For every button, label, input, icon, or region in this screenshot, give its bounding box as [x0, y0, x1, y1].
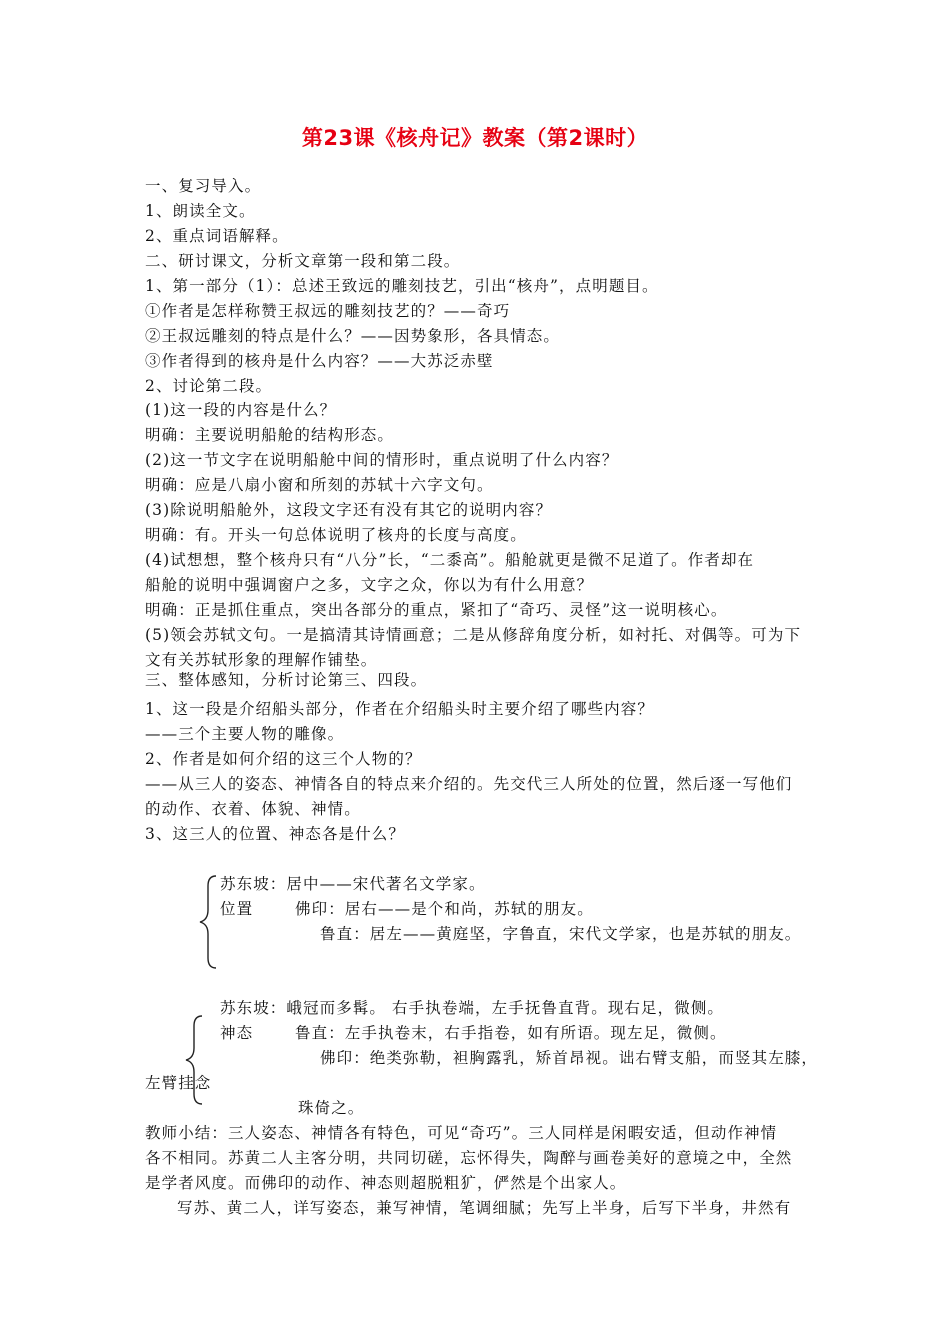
text-line: 明确：主要说明船舱的结构形态。 [145, 426, 395, 445]
demeanor-foyin: 佛印：绝类弥勒，袒胸露乳，矫首昂视。诎右臂支船，而竖其左膝， [320, 1049, 819, 1067]
text-line: 的动作、衣着、体貌、神情。 [145, 799, 361, 818]
text-line: 3、这三人的位置、神态各是什么？ [145, 824, 405, 843]
demeanor-luzhi: 鲁直：左手执卷末，右手指卷，如有所语。现左足，微侧。 [295, 1024, 727, 1042]
section-heading: 三、整体感知，分析讨论第三、四段。 [145, 671, 428, 689]
position-label: 位置 [220, 900, 254, 918]
position-su: 苏东坡：居中——宋代著名文学家。 [220, 875, 486, 893]
position-luzhi: 鲁直：居左——黄庭坚，字鲁直，宋代文学家，也是苏轼的朋友。 [320, 925, 802, 943]
text-line: ——三个主要人物的雕像。 [145, 724, 345, 743]
text-line: 2、讨论第二段。 [145, 376, 273, 395]
text-line: ——从三人的姿态、神情各自的特点来介绍的。先交代三人所处的位置，然后逐一写他们 [145, 774, 793, 793]
text-line: (5)领会苏轼文句。一是搞清其诗情画意；二是从修辞角度分析，如衬托、对偶等。可为下 [145, 625, 802, 644]
text-line: 1、这一段是介绍船头部分，作者在介绍船头时主要介绍了哪些内容？ [145, 700, 654, 718]
demeanor-su: 苏东坡：峨冠而多髯。 右手执卷端，左手抚鲁直背。现右足，微侧。 [220, 999, 725, 1017]
text-line: 明确：正是抓住重点，突出各部分的重点，紧扣了“奇巧、灵怪”这一说明核心。 [145, 600, 728, 619]
position-foyin: 佛印：居右——是个和尚，苏轼的朋友。 [295, 900, 594, 918]
left-brace-icon [182, 1012, 206, 1108]
text-line: ①作者是怎样称赞王叔远的雕刻技艺的？——奇巧 [145, 301, 511, 320]
left-brace-icon [196, 872, 220, 972]
teacher-summary [145, 1121, 815, 1221]
text-line: ②王叔远雕刻的特点是什么？——因势象形，各具情态。 [145, 326, 561, 345]
text-line: (4)试想想，整个核舟只有“八分”长，“二黍高”。船舱就更是微不足道了。作者却在 [145, 551, 755, 570]
demeanor-foyin-wrap: 左臂挂念 [145, 1074, 212, 1092]
text-line: 二、研讨课文，分析文章第一段和第二段。 [145, 251, 461, 270]
text-line: 教师小结：三人姿态、神情各有特色，可见“奇巧”。三人同样是闲暇安适，但动作神情 [145, 1124, 778, 1142]
text-line: 2、重点词语解释。 [145, 226, 289, 245]
text-line: 文有关苏轼形象的理解作铺垫。 [145, 650, 378, 669]
section-overall-perception [145, 668, 815, 847]
text-line: 明确：应是八扇小窗和所刻的苏轼十六字文句。 [145, 476, 494, 495]
section-review-and-paragraphs [145, 174, 815, 673]
text-line: 各不相同。苏黄二人主客分明，共同切磋，忘怀得失，陶醉与画卷美好的意境之中，全然 [145, 1148, 793, 1167]
text-line: 1、朗读全文。 [145, 201, 256, 220]
text-line: 2、作者是如何介绍的这三个人物的？ [145, 749, 422, 768]
demeanor-label: 神态 [220, 1024, 254, 1042]
text-line: (3)除说明船舱外，这段文字还有没有其它的说明内容？ [145, 501, 553, 520]
text-line: 1、第一部分（1）：总述王致远的雕刻技艺，引出“核舟”，点明题目。 [145, 276, 659, 295]
demeanor-foyin-end: 珠倚之。 [298, 1099, 365, 1117]
text-line: ③作者得到的核舟是什么内容？——大苏泛赤壁 [145, 351, 494, 370]
text-line: 明确：有。开头一句总体说明了核舟的长度与高度。 [145, 526, 527, 545]
text-line: (1)这一段的内容是什么？ [145, 401, 337, 420]
text-line: (2)这一节文字在说明船舱中间的情形时，重点说明了什么内容？ [145, 451, 619, 470]
page-title: 第23课《核舟记》教案（第2课时） [301, 126, 649, 150]
text-line: 船舱的说明中强调窗户之多，文字之众，你以为有什么用意？ [145, 576, 594, 594]
text-line: 写苏、黄二人，详写姿态，兼写神情，笔调细腻；先写上半身，后写下半身，井然有 [177, 1198, 792, 1217]
text-line: 是学者风度。而佛印的动作、神态则超脱粗犷，俨然是个出家人。 [145, 1173, 627, 1192]
text-line: 一、复习导入。 [145, 177, 262, 195]
